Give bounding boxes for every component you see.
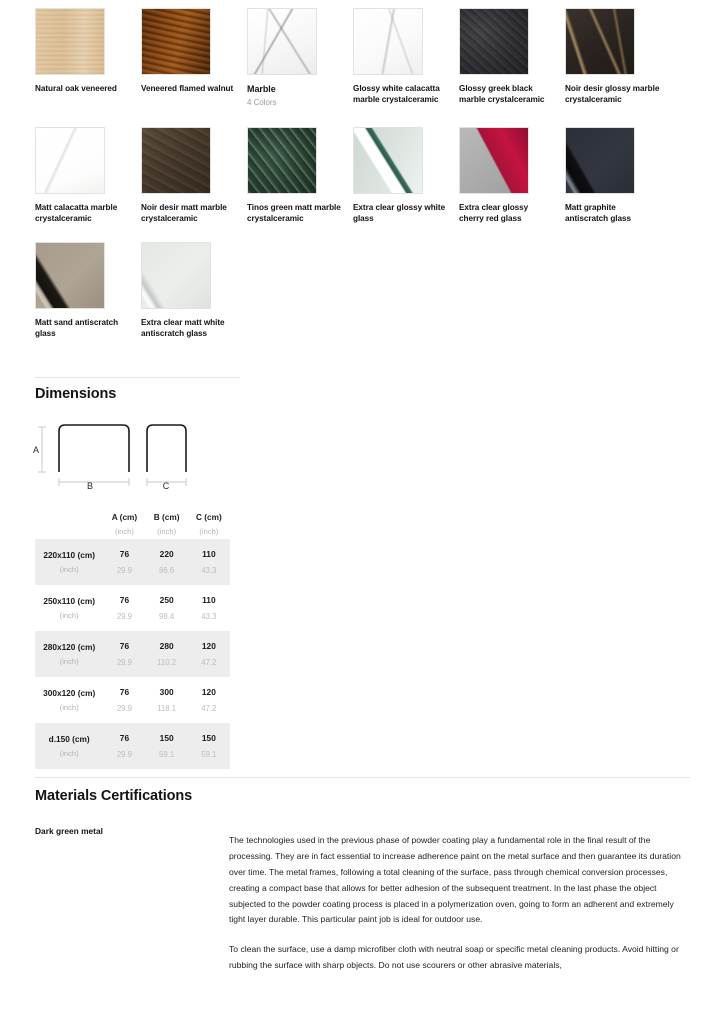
measurement-inch: 29.9	[116, 704, 133, 713]
row-size-inch-unit: (inch)	[59, 656, 79, 666]
measurement-inch: 98.4	[159, 612, 175, 621]
table-cell-measurement	[103, 723, 145, 769]
measurement-inch: 29.9	[116, 750, 133, 759]
measurement-cm: 120	[201, 687, 216, 697]
measurement-cm: 300	[159, 687, 174, 697]
measurement-inch: 110.2	[157, 658, 177, 667]
diagram-label-c: C	[162, 481, 170, 491]
row-size-cm: 280x120 (cm)	[43, 641, 96, 652]
table-header-blank	[35, 508, 103, 539]
material-swatch[interactable]	[35, 242, 141, 339]
table-cell-measurement	[188, 539, 230, 585]
table-header-main: B (cm)	[153, 512, 180, 522]
certification-paragraph: The technologies used in the previous phase of powder coating play a fundamental role in the final result of the processing. They are in fact essential to increase adherence paint on the metal surface and then guarantee its duration over time. The metal frames, following a total cleaning of the surface, pass through chemical conversion processes, creating a compact base that allows for better adhesion of the subsequent treatment. In the last phase the object subjected to the powder coating process is placed in a polymerization oven, going to form an adherent and extremely tight layer durable. This particular paint job is ideal for outdoor use.	[229, 835, 681, 925]
row-size-cm: d.150 (cm)	[48, 733, 90, 744]
measurement-inch: 86.6	[159, 566, 175, 575]
material-swatch-label: Glossy greek black marble crystalceramic	[459, 84, 545, 105]
table-header-cell	[188, 508, 230, 539]
material-swatch-thumbnail[interactable]	[247, 127, 317, 194]
row-size-cm: 300x120 (cm)	[43, 687, 96, 698]
material-swatch-thumbnail[interactable]	[247, 8, 317, 75]
table-row-size-label	[35, 585, 103, 631]
material-swatch-label: Extra clear matt white antiscratch glass	[141, 317, 225, 338]
material-swatch-thumbnail[interactable]	[35, 127, 105, 194]
table-row	[35, 539, 230, 585]
measurement-inch: 43.3	[201, 612, 217, 621]
row-size-cm: 220x110 (cm)	[43, 549, 95, 560]
dimensions-table-body	[35, 539, 230, 769]
material-swatch-thumbnail[interactable]	[459, 8, 529, 75]
table-header-unit: (inch)	[114, 527, 134, 536]
table-cell-measurement	[188, 631, 230, 677]
table-row	[35, 585, 230, 631]
table-cell-measurement	[146, 677, 188, 723]
material-swatch-thumbnail[interactable]	[353, 8, 423, 75]
material-swatch[interactable]	[565, 127, 671, 224]
dimensions-divider	[35, 377, 240, 378]
table-cell-measurement	[188, 677, 230, 723]
material-swatch-label: Noir desir glossy marble crystalceramic	[565, 84, 660, 105]
material-swatch[interactable]	[353, 8, 459, 109]
frame-profile-front	[59, 425, 129, 472]
dimension-line-a	[38, 427, 46, 472]
material-swatch[interactable]	[141, 242, 247, 339]
table-cell-measurement	[188, 585, 230, 631]
material-swatch-thumbnail[interactable]	[35, 242, 105, 309]
table-cell-measurement	[188, 723, 230, 769]
certification-paragraph: To clean the surface, use a damp microfiber cloth with neutral soap or specific metal cleaning products. Avoid hitting or rubbing the surface with sharp objects. Do not use scourers or other abrasive materials,	[229, 944, 679, 971]
measurement-cm: 76	[119, 687, 130, 697]
table-header-row	[35, 508, 230, 539]
measurement-cm: 76	[119, 549, 130, 559]
material-swatch-label: Veneered flamed walnut	[141, 84, 234, 93]
material-swatch-thumbnail[interactable]	[35, 8, 105, 75]
table-row-size-label	[35, 723, 103, 769]
measurement-cm: 150	[159, 733, 174, 743]
table-cell-measurement	[103, 677, 145, 723]
certifications-heading: Materials Certifications	[35, 788, 193, 804]
table-header-cell	[146, 508, 188, 539]
table-cell-measurement	[146, 631, 188, 677]
table-row	[35, 677, 230, 723]
material-swatch[interactable]	[459, 127, 565, 224]
material-swatch-thumbnail[interactable]	[141, 8, 211, 75]
material-swatch-label: Glossy white calacatta marble crystalceramic	[353, 84, 440, 105]
material-swatch-label: Marble 4 Colors	[247, 83, 343, 109]
measurement-inch: 47.2	[201, 658, 217, 667]
certifications-divider	[35, 777, 690, 778]
certification-material-name: Dark green metal	[35, 826, 103, 836]
table-header-unit: (inch)	[157, 527, 177, 536]
table-cell-measurement	[146, 585, 188, 631]
dimensions-table	[35, 508, 230, 769]
material-swatch[interactable]	[141, 8, 247, 109]
material-swatch-label: Matt graphite antiscratch glass	[565, 202, 632, 223]
material-swatch-thumbnail[interactable]	[141, 127, 211, 194]
material-swatch-label: Tinos green matt marble crystalceramic	[247, 202, 341, 223]
dimension-line-b	[59, 478, 129, 486]
material-swatch-thumbnail[interactable]	[565, 8, 635, 75]
row-size-inch-unit: (inch)	[59, 564, 79, 574]
table-header-unit: (inch)	[199, 527, 219, 536]
material-swatch-label: Noir desir matt marble crystalceramic	[141, 202, 227, 223]
measurement-cm: 76	[119, 641, 130, 651]
measurement-inch: 47.2	[201, 704, 217, 713]
measurement-cm: 76	[119, 595, 130, 605]
frame-profile-side	[147, 425, 186, 472]
row-size-inch-unit: (inch)	[59, 610, 79, 620]
material-swatch[interactable]	[35, 127, 141, 224]
table-cell-measurement	[103, 631, 145, 677]
table-header-main: A (cm)	[111, 512, 138, 522]
material-swatch[interactable]	[247, 127, 353, 224]
table-row	[35, 631, 230, 677]
measurement-inch: 118.1	[157, 704, 177, 713]
material-swatch-thumbnail[interactable]	[141, 242, 211, 309]
measurement-cm: 280	[159, 641, 174, 651]
material-swatch[interactable]	[565, 8, 671, 109]
dimensions-table-head	[35, 508, 230, 539]
material-swatch-label: Natural oak veneered	[35, 84, 117, 93]
measurement-cm: 120	[201, 641, 216, 651]
measurement-inch: 29.9	[116, 658, 133, 667]
material-swatch-label: Extra clear glossy white glass	[353, 202, 446, 223]
material-swatch[interactable]	[141, 127, 247, 224]
material-swatch[interactable]	[247, 8, 353, 109]
table-row-size-label	[35, 539, 103, 585]
material-swatch-thumbnail[interactable]	[565, 127, 635, 194]
row-size-cm: 250x110 (cm)	[43, 595, 95, 606]
diagram-label-b: B	[86, 481, 94, 491]
material-swatch-thumbnail[interactable]	[353, 127, 423, 194]
measurement-cm: 76	[119, 733, 130, 743]
table-cell-measurement	[103, 539, 145, 585]
table-cell-measurement	[146, 539, 188, 585]
table-row	[35, 723, 230, 769]
measurement-cm: 220	[159, 549, 174, 559]
dimensions-heading: Dimensions	[35, 386, 117, 402]
material-swatch-thumbnail[interactable]	[459, 127, 529, 194]
material-swatch-label: Matt sand antiscratch glass	[35, 317, 119, 338]
material-swatch[interactable]	[353, 127, 459, 224]
material-swatch-label: Extra clear glossy cherry red glass	[459, 202, 529, 223]
table-header-main: C (cm)	[195, 512, 222, 522]
material-swatch-label: Matt calacatta marble crystalceramic	[35, 202, 118, 223]
table-row-size-label	[35, 677, 103, 723]
table-header-cell	[103, 508, 145, 539]
measurement-inch: 43.3	[201, 566, 217, 575]
certification-body-text	[229, 833, 691, 988]
measurement-inch: 59.1	[201, 750, 217, 759]
table-cell-measurement	[103, 585, 145, 631]
measurement-inch: 29.9	[116, 612, 133, 621]
material-swatch-color-count: 4 Colors	[247, 98, 277, 108]
material-swatch[interactable]	[459, 8, 565, 109]
measurement-cm: 110	[202, 549, 216, 559]
table-cell-measurement	[146, 723, 188, 769]
measurement-inch: 59.1	[159, 750, 175, 759]
row-size-inch-unit: (inch)	[59, 702, 79, 712]
measurement-inch: 29.9	[116, 566, 133, 575]
diagram-label-a: A	[33, 445, 40, 455]
measurement-cm: 150	[201, 733, 216, 743]
row-size-inch-unit: (inch)	[59, 748, 79, 758]
dimensions-diagram	[28, 418, 248, 493]
material-swatch[interactable]	[35, 8, 141, 109]
material-swatch-grid	[35, 8, 695, 357]
measurement-cm: 250	[159, 595, 174, 605]
table-row-size-label	[35, 631, 103, 677]
measurement-cm: 110	[202, 595, 216, 605]
